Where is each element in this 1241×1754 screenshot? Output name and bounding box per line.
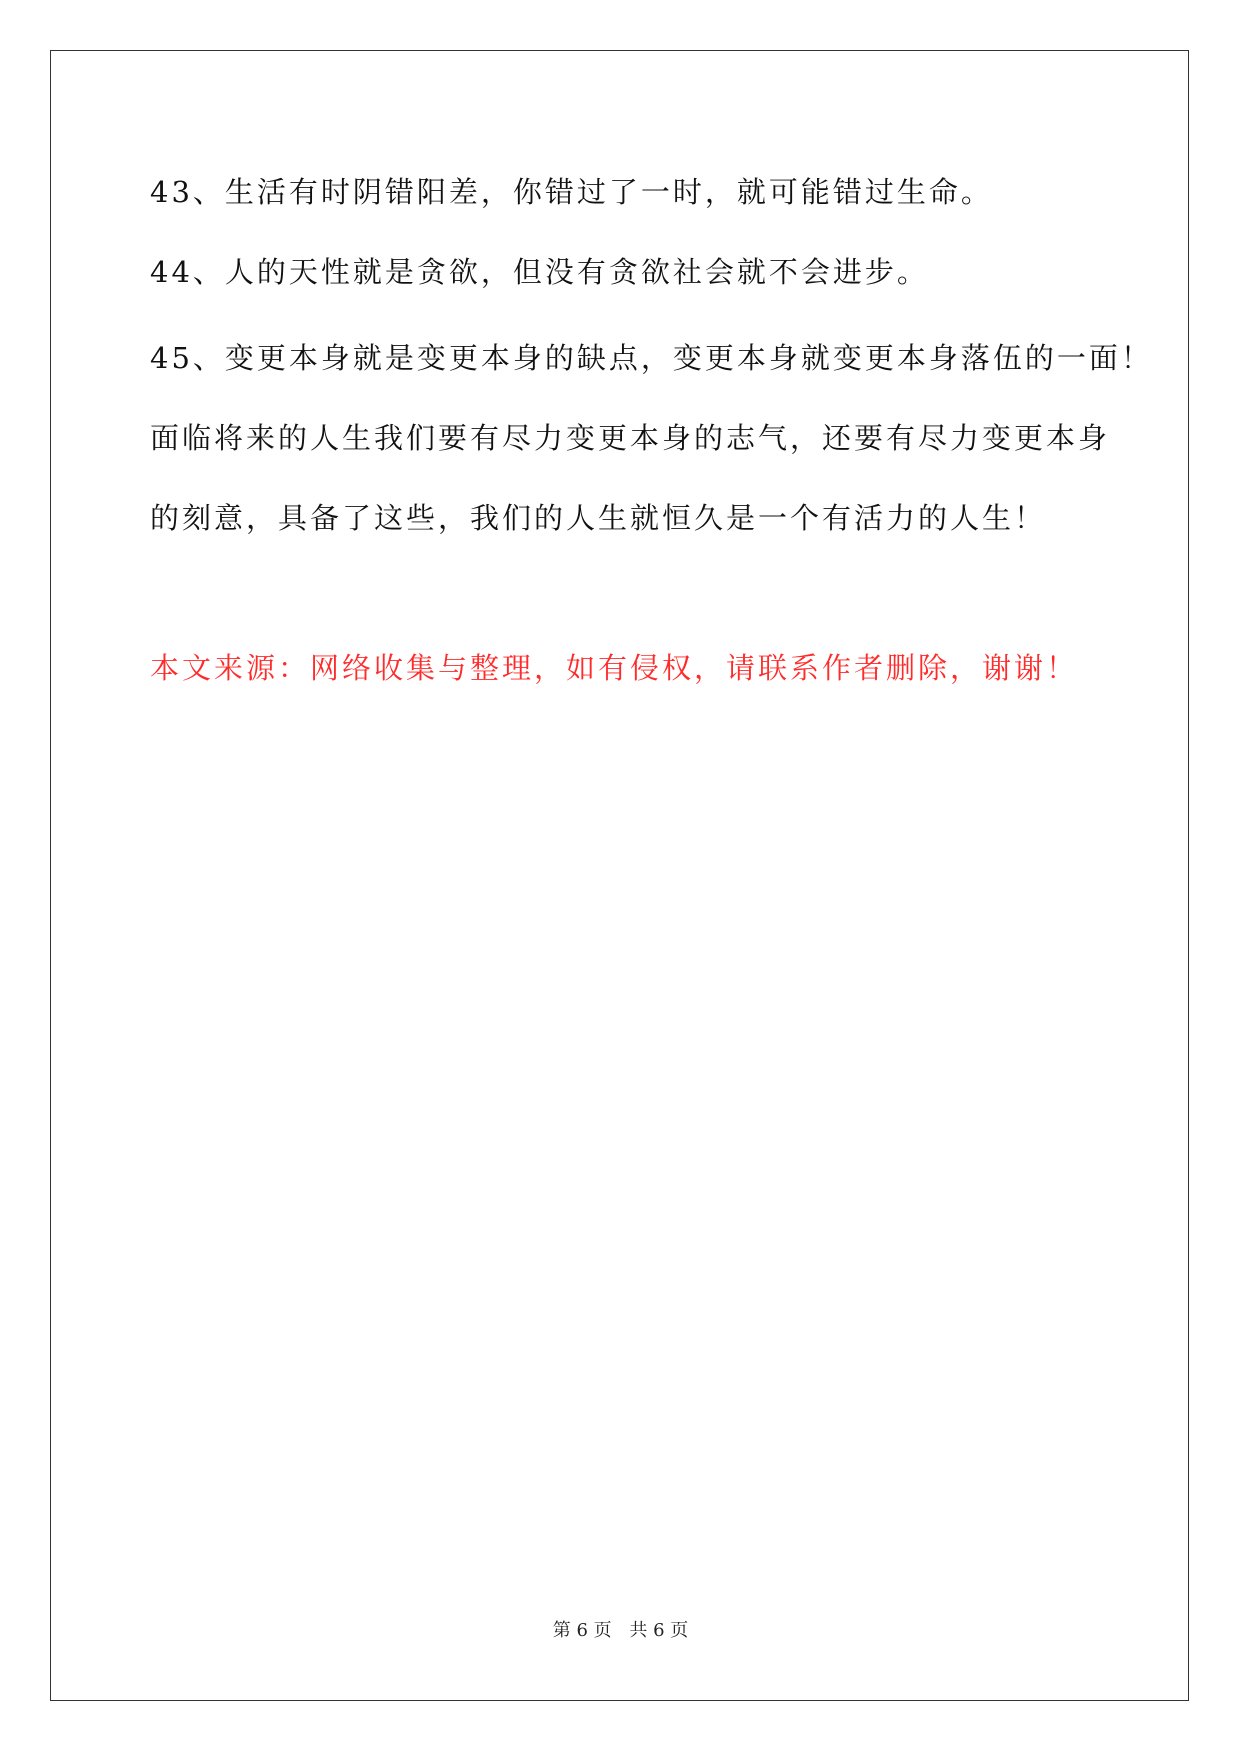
paragraph-43: 43、生活有时阴错阳差，你错过了一时，就可能错过生命。 — [150, 175, 993, 209]
page-number-total: 共 6 页 — [629, 1620, 689, 1641]
paragraph-44: 44、人的天性就是贪欲，但没有贪欲社会就不会进步。 — [150, 255, 929, 289]
paragraph-45 — [150, 318, 1153, 558]
paragraph-45-line: 45、变更本身就是变更本身的缺点，变更本身就变更本身落伍的一面！ — [150, 341, 1153, 375]
page-number-current: 第 6 页 — [552, 1620, 612, 1641]
page-footer — [0, 1616, 1241, 1642]
source-note: 本文来源：网络收集与整理，如有侵权，请联系作者删除，谢谢！ — [150, 651, 1079, 685]
paragraph-45-line: 面临将来的人生我们要有尽力变更本身的志气，还要有尽力变更本身 — [150, 421, 1111, 455]
page-frame — [50, 50, 1189, 1701]
paragraph-45-line: 的刻意，具备了这些，我们的人生就恒久是一个有活力的人生！ — [150, 501, 1047, 535]
